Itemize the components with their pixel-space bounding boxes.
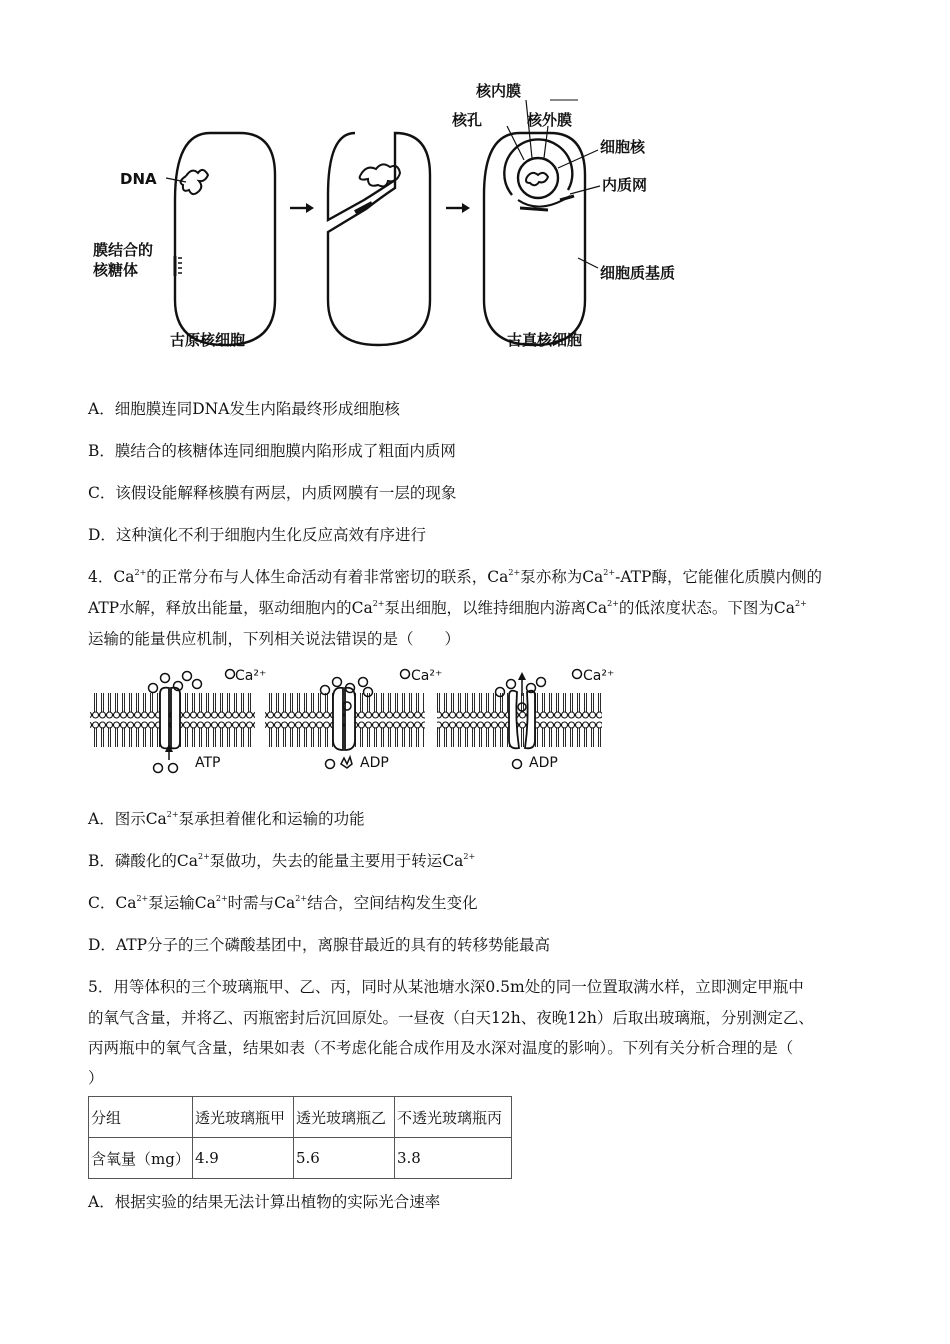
table-cell: 3.8 — [395, 1138, 512, 1179]
table-header: 分组 — [89, 1097, 193, 1138]
eukaryote-cell-outline — [484, 133, 585, 345]
q4-option-a: A．图示$Ca^{2+}$泵承担着催化和运输的功能 — [88, 810, 365, 828]
q3-option-a: A．细胞膜连同DNA发生内陷最终形成细胞核 — [88, 400, 400, 418]
q4-stem-line1: 4．$Ca^{2+}$的正常分布与人体生命活动有着非常密切的联系，$Ca^{2+}$泵亦称为$Ca^{2+}$-ATP酶，它能催化质膜内侧的 — [88, 568, 822, 586]
ca-pump-figure — [85, 660, 645, 780]
table-row-label: 含氧量（mg） — [89, 1138, 193, 1179]
q4-stem-line2: ATP水解，释放出能量，驱动细胞内的$Ca^{2+}$泵出细胞，以维持细胞内游离$Ca^{2+}$的低浓度状态。下图为$Ca^{2+}$ — [88, 599, 807, 617]
q4-option-c: C．$Ca^{2+}$泵运输$Ca^{2+}$时需与$Ca^{2+}$结合，空间结构发生变化 — [88, 894, 478, 912]
q4-stem-line3: 运输的能量供应机制，下列相关说法错误的是（ ） — [88, 630, 461, 648]
label-nucleus: 细胞核 — [600, 138, 646, 156]
cell-evolution-figure — [0, 70, 950, 370]
q5-stem-line2: 的氧气含量，并将乙、丙瓶密封后沉回原处。一昼夜（白天12h、夜晚12h）后取出玻璃瓶，分别测定乙、 — [88, 1009, 814, 1027]
table-row — [89, 1138, 512, 1179]
table-cell: 5.6 — [294, 1138, 395, 1179]
label-ribosome-2: 核糖体 — [93, 261, 139, 279]
caption-prokaryote: 古原核细胞 — [170, 331, 246, 349]
q5-stem-line1: 5．用等体积的三个玻璃瓶甲、乙、丙，同时从某池塘水深0.5m处的同一位置取满水样，立即测定甲瓶中 — [88, 978, 804, 996]
label-inner-membrane: 核内膜 — [476, 82, 522, 100]
table-header-row — [89, 1097, 512, 1138]
q4-option-b: B．磷酸化的$Ca^{2+}$泵做功，失去的能量主要用于转运$Ca^{2+}$ — [88, 852, 476, 870]
label-ribosome-1: 膜结合的 — [93, 241, 154, 259]
q5-option-a: A．根据实验的结果无法计算出植物的实际光合速率 — [88, 1193, 441, 1211]
q4-option-d: D．ATP分子的三个磷酸基团中，离腺苷最近的具有的转移势能最高 — [88, 936, 551, 954]
adp-label-2: ADP — [529, 755, 558, 771]
table-cell: 4.9 — [193, 1138, 294, 1179]
label-pore: 核孔 — [452, 111, 483, 129]
caption-eukaryote: 古真核细胞 — [507, 331, 583, 349]
oxygen-table — [88, 1096, 512, 1179]
label-outer-membrane: 核外膜 — [527, 111, 573, 129]
label-er: 内质网 — [602, 176, 648, 194]
q5-stem-line4: ） — [88, 1069, 104, 1087]
label-dna: DNA — [120, 170, 157, 188]
ca-label-3: Ca²⁺ — [583, 668, 615, 684]
q3-option-b: B．膜结合的核糖体连同细胞膜内陷形成了粗面内质网 — [88, 442, 456, 460]
ca-label-2: Ca²⁺ — [411, 668, 443, 684]
table-header: 透光玻璃瓶甲 — [193, 1097, 294, 1138]
q3-option-c: C．该假设能解释核膜有两层，内质网膜有一层的现象 — [88, 484, 457, 502]
q5-stem-line3: 丙两瓶中的氧气含量，结果如表（不考虑化能合成作用及水深对温度的影响）。下列有关分析合理的是（ — [88, 1039, 794, 1057]
prokaryote-cell-outline — [175, 133, 275, 345]
table-header: 透光玻璃瓶乙 — [294, 1097, 395, 1138]
q3-option-d: D．这种演化不利于细胞内生化反应高效有序进行 — [88, 526, 426, 544]
atp-label: ATP — [195, 755, 221, 771]
adp-label-1: ADP — [360, 755, 389, 771]
label-cytoplasm: 细胞质基质 — [600, 264, 676, 282]
table-header: 不透光玻璃瓶丙 — [395, 1097, 512, 1138]
ca-label-1: Ca²⁺ — [235, 668, 267, 684]
